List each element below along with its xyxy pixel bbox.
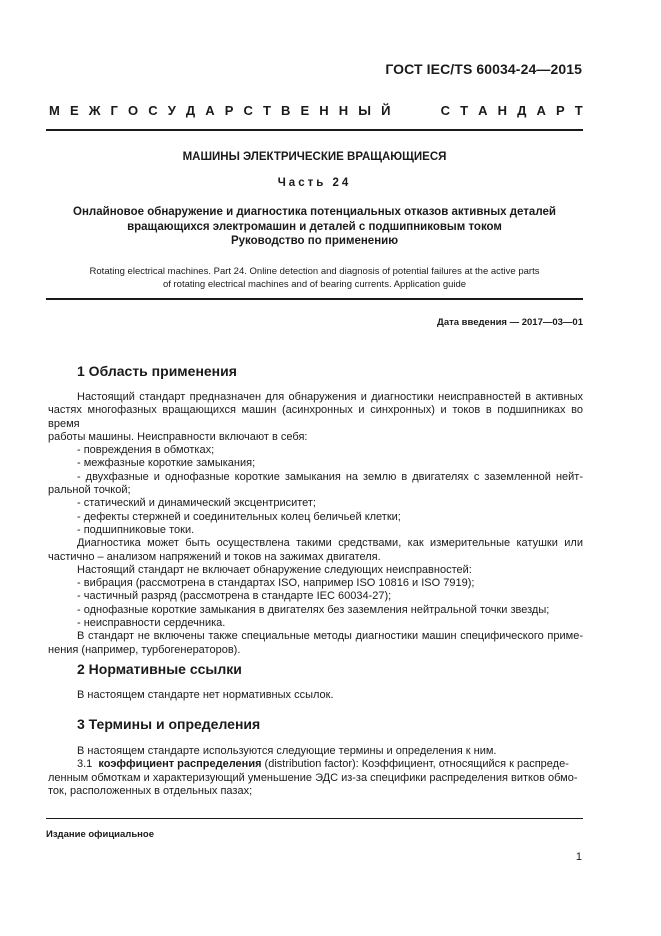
- body-line: - частичный разряд (рассмотрена в стандарте IEC 60034-27);: [77, 590, 392, 603]
- term-definition-line: ленным обмоткам и характеризующий уменьшение ЭДС из-за специфики распределения витков обмо-: [48, 771, 578, 784]
- term-name: коэффициент распределения: [98, 758, 262, 771]
- banner-letter: С: [243, 103, 253, 118]
- standard-type-banner: [49, 103, 583, 118]
- banner-letter: Г: [110, 103, 118, 118]
- term-number: 3.1: [77, 758, 93, 771]
- english-title-line: Rotating electrical machines. Part 24. Online detection and diagnosis of potential failures at the active parts: [89, 266, 540, 277]
- body-line: - двухфазные и однофазные короткие замыкания на землю в двигателях с заземленной нейт-: [77, 470, 583, 483]
- banner-letter: Ж: [88, 103, 101, 118]
- section-3-body: [48, 745, 583, 798]
- banner-letter: Р: [555, 103, 565, 118]
- banner-letter: Т: [574, 103, 583, 118]
- banner-letter: А: [205, 103, 215, 118]
- document-subtitle: [46, 205, 583, 249]
- banner-letter: О: [128, 103, 139, 118]
- body-line: Настоящий стандарт не включает обнаружение следующих неисправностей:: [77, 563, 472, 576]
- term-text: (distribution factor): Коэффициент, относящийся к распреде-: [261, 758, 569, 771]
- body-line: нения (например, турбогенераторов).: [48, 643, 241, 656]
- body-line: В стандарт не включены также специальные методы диагностики машин специфического приме-: [77, 630, 583, 643]
- section-1-body: [48, 391, 583, 657]
- subtitle-line: вращающихся электромашин и деталей с подшипниковым током: [127, 220, 502, 233]
- body-line: - однофазные короткие замыкания в двигателях без заземления нейтральной точки звезды;: [77, 603, 550, 616]
- banner-letter: Е: [300, 103, 310, 118]
- banner-letter: М: [49, 103, 60, 118]
- banner-letter: Ы: [358, 103, 371, 118]
- banner-letter: С: [148, 103, 158, 118]
- edition-note: Издание официальное: [46, 829, 154, 840]
- introduction-date: Дата введения — 2017—03—01: [437, 317, 583, 328]
- body-line: ральной точкой;: [48, 484, 131, 497]
- banner-letter: Т: [263, 103, 271, 118]
- banner-letter: В: [281, 103, 291, 118]
- part-label: Часть 24: [277, 177, 352, 189]
- section-1-heading: 1 Область применения: [77, 363, 237, 379]
- body-line: - вибрация (рассмотрена в стандартах ISO, например ISO 10816 и ISO 7919);: [77, 577, 475, 590]
- banner-gap: [401, 103, 431, 118]
- section-3-heading: 3 Термины и определения: [77, 716, 261, 732]
- body-line: Настоящий стандарт предназначен для обнаружения и диагностики неисправностей в активных: [77, 391, 583, 403]
- english-title-line: of rotating electrical machines and of bearing currents. Application guide: [162, 279, 467, 290]
- banner-letter: Н: [497, 103, 508, 118]
- body-line: - повреждения в обмотках;: [77, 444, 215, 457]
- body-line: частях многофазных вращающихся машин (асинхронных и синхронных) и токов в подшипниках во время: [48, 404, 583, 430]
- body-line: - дефекты стержней и соединительных колец беличьей клетки;: [77, 510, 401, 523]
- body-line: - неисправности сердечника.: [77, 617, 226, 630]
- banner-letter: Т: [460, 103, 469, 118]
- banner-letter: Й: [381, 103, 391, 118]
- banner-letter: А: [478, 103, 488, 118]
- banner-letter: Е: [69, 103, 79, 118]
- top-rule: [46, 129, 583, 131]
- body-line: Диагностика может быть осуществлена такими средствами, как измерительные катушки или: [77, 537, 583, 550]
- banner-letter: Д: [185, 103, 196, 118]
- body-line: частично – анализом напряжений и токов на зажимах двигателя.: [48, 550, 381, 563]
- banner-letter: Н: [319, 103, 329, 118]
- body-line: работы машины. Неисправности включают в себя:: [48, 430, 308, 443]
- banner-letter: С: [440, 103, 451, 118]
- subtitle-line: Руководство по применению: [230, 235, 399, 247]
- footer-rule: [46, 818, 583, 819]
- banner-letter: У: [167, 103, 176, 118]
- document-code: ГОСТ IEC/TS 60034-24—2015: [385, 61, 582, 77]
- title-rule: [46, 298, 583, 300]
- subtitle-line: Онлайновое обнаружение и диагностика потенциальных отказов активных деталей: [73, 206, 556, 218]
- paragraph: В настоящем стандарте нет нормативных ссылок.: [77, 689, 334, 701]
- banner-letter: Р: [224, 103, 234, 118]
- body-line: - межфазные короткие замыкания;: [77, 457, 256, 470]
- term-definition: [77, 758, 583, 771]
- body-line: - статический и динамический эксцентриситет;: [77, 497, 316, 510]
- banner-letter: А: [536, 103, 546, 118]
- document-title: МАШИНЫ ЭЛЕКТРИЧЕСКИЕ ВРАЩАЮЩИЕСЯ: [182, 151, 447, 163]
- banner-letter: Д: [517, 103, 527, 118]
- body-line: - подшипниковые токи.: [77, 523, 195, 536]
- term-definition-line: ток, расположенных в отдельных пазах;: [48, 784, 253, 797]
- paragraph: В настоящем стандарте используются следующие термины и определения к ним.: [77, 745, 497, 757]
- page-number: 1: [575, 851, 582, 863]
- section-2-body: [77, 689, 583, 702]
- english-title: [46, 265, 583, 291]
- section-2-heading: 2 Нормативные ссылки: [77, 661, 242, 677]
- banner-letter: Н: [338, 103, 349, 118]
